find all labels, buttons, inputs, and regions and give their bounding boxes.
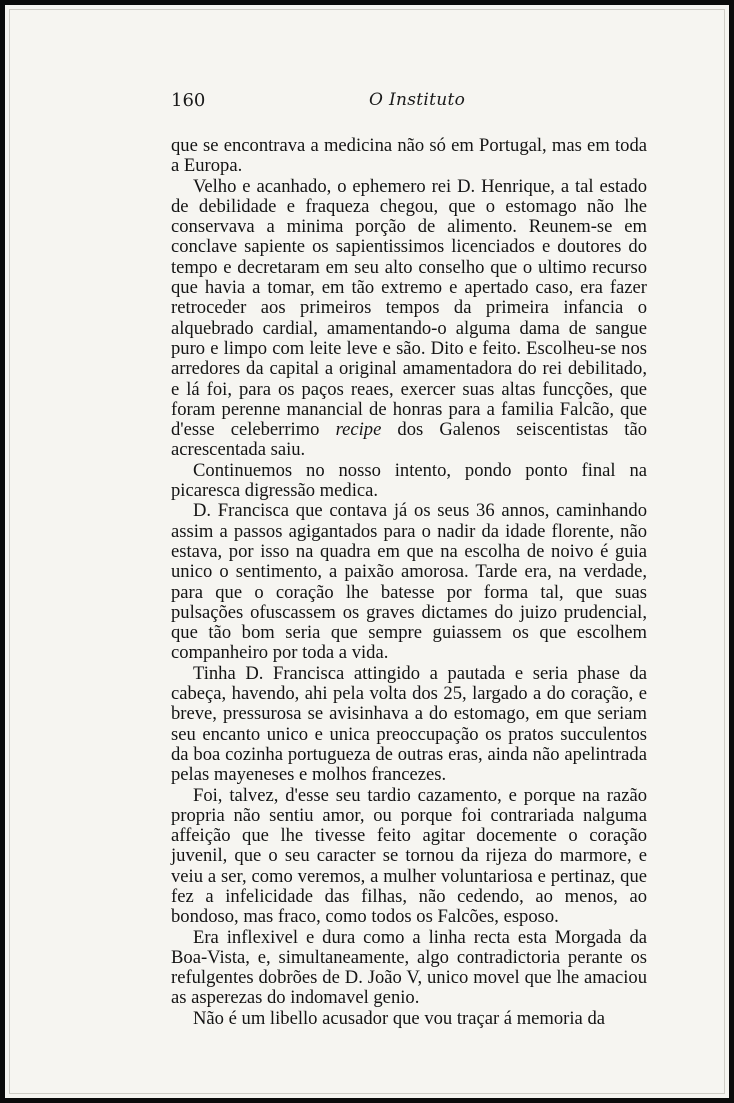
paragraph — [171, 501, 647, 663]
paragraph-text: Velho e acanhado, o ephemero rei D. Henrique, a tal estado de debilidade e fraqueza chegou, que o estomago não lhe conservava a minima porção de alimento. Reunem-se em conclave sapiente os sapientissimos licenciados e doutores do tempo e decretaram em seu alto conselho que o ultimo recurso que havia a tomar, em tão extremo e apertado caso, era fazer retroceder aos primeiros tempos da primeira infancia o alquebrado cardial, amamentando-o alguma dama de sangue puro e limpo com leite leve e são. Dito e feito. Escolheu-se nos arredores da capital a original amamentadora do rei debilitado, e lá foi, para os paços reaes, exercer suas altas funcções, que foram perenne manancial de honras para a familia Falcão, que d'esse celeberrimo — [171, 175, 647, 441]
paragraph — [171, 1009, 647, 1029]
paragraph — [171, 136, 647, 177]
paragraph — [171, 461, 647, 502]
paragraph-text: que se encontrava a medicina não só em Portugal, mas em toda a Europa. — [171, 135, 647, 177]
paragraph-text: Tinha D. Francisca attingido a pautada e seria phase da cabeça, havendo, ahi pela volta dos 25, largado a do coração, e breve, pressurosa se avisinhava a do estomago, em que seriam seu encanto unico e unica preoccupação os pratos succulentos da boa cozinha portugueza de outras eras, ainda não apelintrada pelas mayeneses e molhos francezes. — [171, 662, 647, 786]
page-number: 160 — [171, 90, 206, 111]
paragraph-text: Continuemos no nosso intento, pondo ponto final na picaresca digressão medica. — [171, 459, 647, 502]
paragraph — [171, 786, 647, 928]
paragraph — [171, 928, 647, 1009]
paragraph-text: dos Galenos seiscentistas tão acrescentada saiu. — [171, 419, 648, 461]
paragraph-text: Foi, talvez, d'esse seu tardio cazamento, e porque na razão propria não sentiu amor, ou porque foi contrariada nalguma affeição que lhe tivesse feito agitar docemente o coração juvenil, que o seu caracter se tornou da rijeza do marmore, e veiu a ser, como veremos, a mulher voluntariosa e pertinaz, que fez a infelicidade das filhas, não cedendo, ao menos, ao bondoso, mas fraco, como todos os Falcões, esposo. — [171, 784, 647, 928]
italic-word: recipe — [335, 419, 382, 441]
paragraph — [171, 177, 647, 461]
body-text — [171, 136, 647, 1029]
running-title: O Instituto — [369, 90, 466, 110]
paragraph — [171, 664, 647, 786]
paragraph-text: D. Francisca que contava já os seus 36 annos, caminhando assim a passos agigantados para o nadir da idade florente, não estava, por isso na quadra em que na escolha de noivo é guia unico o sentimento, a paixão amorosa. Tarde era, na verdade, para que o coração lhe batesse por forma tal, que suas pulsações ofuscassem os graves dictames do juizo prudencial, que tão bom seria que sempre guiassem os que escolhem companheiro por toda a vida. — [171, 500, 647, 664]
paragraph-text: Não é um libello acusador que vou traçar á memoria da — [193, 1007, 605, 1029]
paragraph-text: Era inflexivel e dura como a linha recta esta Morgada da Boa-Vista, e, simultaneamente, algo contradictoria perante os refulgentes dobrões de D. João V, unico movel que lhe amaciou as asperezas do indomavel genio. — [171, 926, 647, 1009]
page-header — [171, 90, 647, 118]
